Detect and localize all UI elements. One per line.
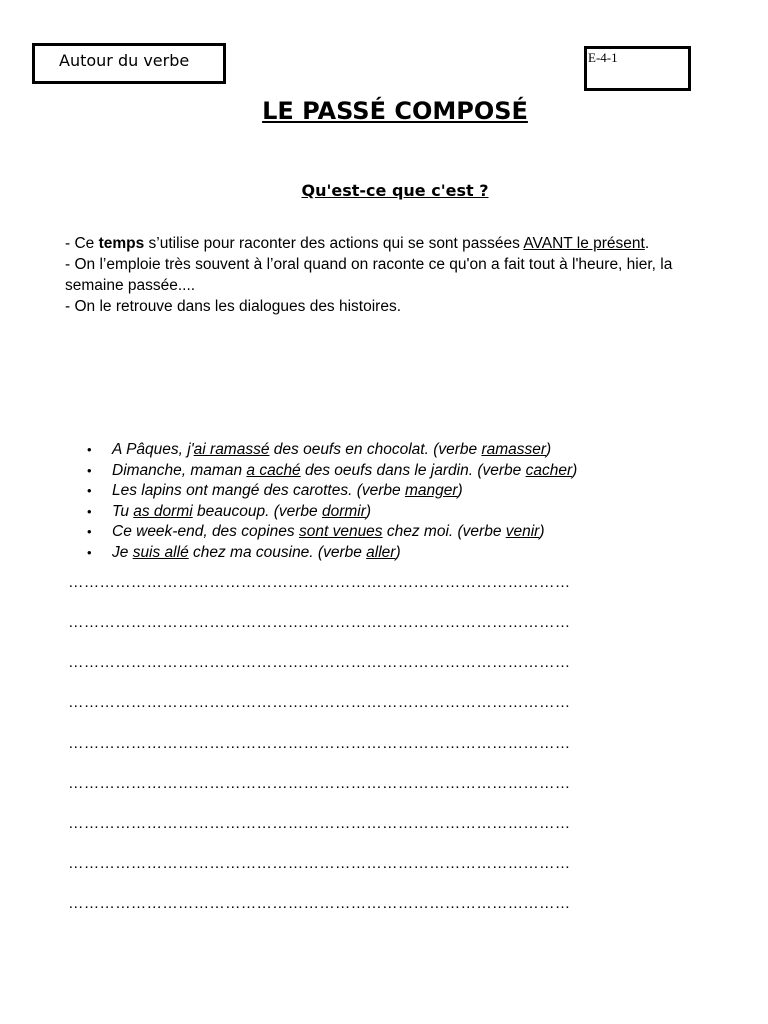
answer-line: …………………………………………………………………………………… bbox=[68, 574, 571, 591]
example-text: ) bbox=[572, 461, 578, 479]
list-item bbox=[65, 502, 705, 523]
intro-p1-suffix: . bbox=[644, 235, 650, 252]
bullet-icon: • bbox=[87, 442, 92, 457]
answer-line: …………………………………………………………………………………… bbox=[68, 654, 571, 671]
example-verb: ai ramassé bbox=[193, 441, 270, 458]
example-text: beaucoup. (verbe bbox=[192, 502, 322, 520]
answer-line: …………………………………………………………………………………… bbox=[68, 895, 571, 912]
example-verb: as dormi bbox=[133, 502, 193, 520]
example-infinitive: manger bbox=[404, 482, 458, 499]
answer-line: …………………………………………………………………………………… bbox=[68, 694, 571, 711]
example-text: Les lapins ont mangé des carottes. (verbe bbox=[112, 482, 405, 499]
intro-paragraph-2: - On l’emploie très souvent à l’oral quand on raconte ce qu'on a fait tout à l'heure, hier, la semaine passée.... bbox=[65, 256, 673, 294]
list-item bbox=[65, 481, 705, 502]
topic-box bbox=[32, 43, 226, 84]
page-title: LE PASSÉ COMPOSÉ bbox=[262, 97, 528, 125]
intro-paragraph-3: - On le retrouve dans les dialogues des histoires. bbox=[65, 298, 402, 315]
example-infinitive: ramasser bbox=[481, 441, 547, 458]
bullet-icon: • bbox=[87, 544, 92, 560]
worksheet-code: E-4-1 bbox=[588, 50, 618, 65]
intro-p1-middle: s’utilise pour raconter des actions qui se sont passées bbox=[144, 235, 524, 252]
intro-p1-underlined: AVANT le présent bbox=[523, 235, 645, 252]
answer-line: …………………………………………………………………………………… bbox=[68, 855, 571, 872]
example-text: Ce week-end, des copines bbox=[112, 523, 299, 540]
list-item bbox=[65, 543, 705, 564]
topic-label: Autour du verbe bbox=[59, 51, 190, 70]
bullet-icon: • bbox=[87, 524, 92, 539]
example-text: ) bbox=[395, 543, 401, 561]
example-verb: sont venues bbox=[298, 523, 383, 540]
example-text: ) bbox=[365, 502, 372, 520]
example-text: des oeufs en chocolat. (verbe bbox=[269, 441, 482, 458]
answer-line: …………………………………………………………………………………… bbox=[68, 815, 571, 832]
example-text: chez moi. (verbe bbox=[382, 523, 506, 540]
intro-paragraph-1 bbox=[65, 233, 705, 254]
example-text: Tu bbox=[112, 502, 134, 520]
intro-p1-prefix: - Ce bbox=[65, 235, 99, 252]
section-subtitle: Qu'est-ce que c'est ? bbox=[301, 181, 489, 200]
example-text: A Pâques, j' bbox=[112, 441, 194, 458]
example-text: ) bbox=[546, 441, 552, 458]
list-item bbox=[65, 440, 705, 461]
example-infinitive: dormir bbox=[321, 502, 366, 520]
example-verb: a caché bbox=[246, 461, 301, 479]
example-infinitive: cacher bbox=[525, 461, 573, 479]
example-infinitive: aller bbox=[366, 543, 396, 561]
example-text: ) bbox=[539, 523, 545, 540]
worksheet-code-box bbox=[584, 46, 691, 91]
bullet-icon: • bbox=[87, 503, 92, 519]
example-infinitive: venir bbox=[505, 523, 540, 540]
example-text: ) bbox=[457, 482, 463, 499]
intro-text bbox=[65, 233, 705, 317]
example-list bbox=[65, 440, 705, 563]
example-text: chez ma cousine. (verbe bbox=[188, 543, 367, 561]
list-item bbox=[65, 522, 705, 543]
answer-line: …………………………………………………………………………………… bbox=[68, 775, 571, 792]
example-text: Dimanche, maman bbox=[112, 461, 247, 479]
bullet-icon: • bbox=[87, 462, 92, 478]
bullet-icon: • bbox=[87, 483, 92, 498]
list-item bbox=[65, 461, 705, 482]
answer-line: …………………………………………………………………………………… bbox=[68, 735, 571, 752]
example-text: des oeufs dans le jardin. (verbe bbox=[300, 461, 526, 479]
intro-p1-bold: temps bbox=[98, 235, 145, 252]
example-verb: suis allé bbox=[132, 543, 189, 561]
example-text: Je bbox=[112, 543, 133, 561]
answer-line: …………………………………………………………………………………… bbox=[68, 614, 571, 631]
